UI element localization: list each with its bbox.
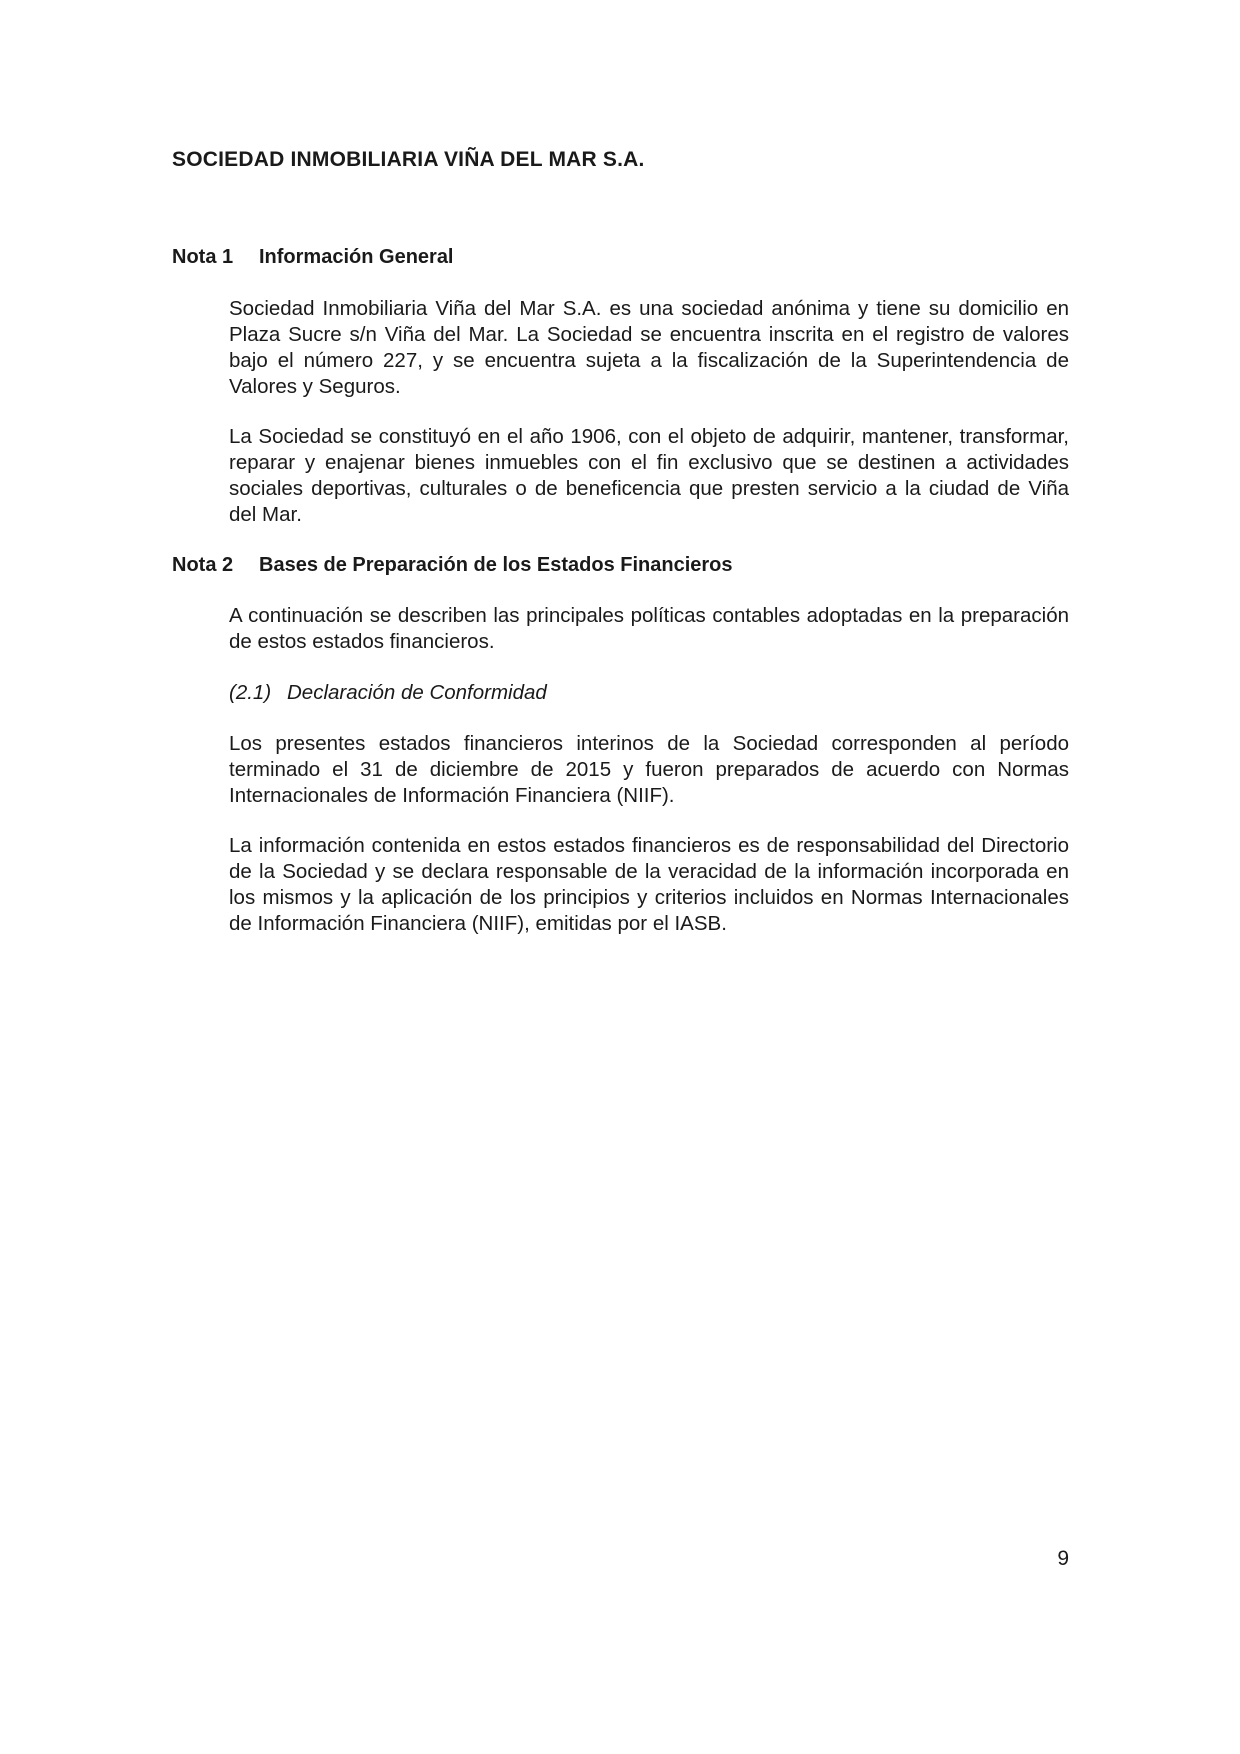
nota-1-number: Nota 1: [172, 246, 234, 268]
nota-2-heading: [172, 554, 733, 577]
nota-1-paragraph-2: La Sociedad se constituyó en el año 1906, con el objeto de adquirir, mantener, transformar, reparar y enajenar bienes inmuebles con el fin exclusivo que se destinen a actividades sociales deportivas, culturales o de beneficencia que presten servicio a la ciudad de Viña del Mar.: [229, 425, 1069, 526]
nota-1-paragraph-1: Sociedad Inmobiliaria Viña del Mar S.A. es una sociedad anónima y tiene su domicilio en Plaza Sucre s/n Viña del Mar. La Sociedad se encuentra inscrita en el registro de valores bajo el número 227, y se encuentra sujeta a la fiscalización de la Superintendencia de Valores y Seguros.: [229, 297, 1069, 398]
nota-2-intro: A continuación se describen las principales políticas contables adoptadas en la preparación de estos estados financieros.: [229, 604, 1069, 653]
nota-2-paragraph-1: Los presentes estados financieros interinos de la Sociedad corresponden al período terminado el 31 de diciembre de 2015 y fueron preparados de acuerdo con Normas Internacionales de Información Financiera (NIIF).: [229, 732, 1069, 807]
subsection-title: Declaración de Conformidad: [287, 681, 547, 704]
nota-1-title: Información General: [259, 246, 454, 268]
page-number: 9: [1057, 1547, 1069, 1570]
nota-2-paragraph-2: La información contenida en estos estados financieros es de responsabilidad del Directorio de la Sociedad y se declara responsable de la veracidad de la información incorporada en los mismos y la aplicación de los principios y criterios incluidos en Normas Internacionales de Información Financiera (NIIF), emitidas por el IASB.: [229, 834, 1069, 935]
subsection-heading: [229, 681, 547, 705]
nota-1-heading: [172, 246, 454, 269]
subsection-number: (2.1): [229, 681, 272, 704]
nota-2-number: Nota 2: [172, 554, 234, 576]
company-title: SOCIEDAD INMOBILIARIA VIÑA DEL MAR S.A.: [172, 148, 645, 171]
nota-2-title: Bases de Preparación de los Estados Financieros: [259, 554, 733, 576]
